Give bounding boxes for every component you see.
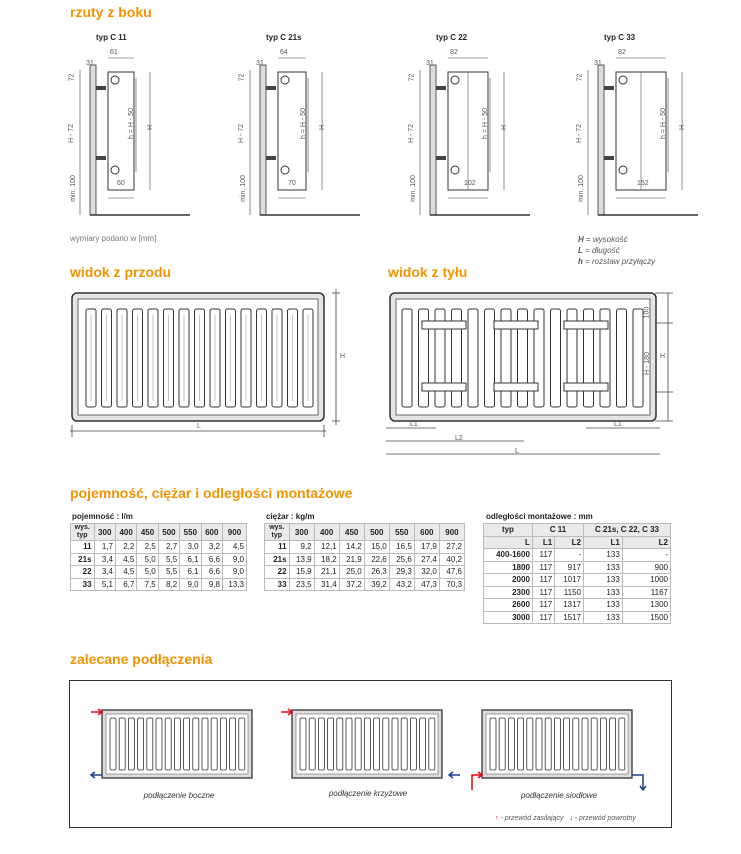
side-top-dim-0: 61 xyxy=(110,49,118,56)
mounting-cell: 117 xyxy=(532,599,554,612)
back-view-drawing xyxy=(378,285,678,460)
capacity-value-cell: 6,7 xyxy=(115,578,136,591)
mounting-bracket xyxy=(494,383,538,391)
side-hm72-3: H - 72 xyxy=(576,123,584,144)
mounting-cell: 133 xyxy=(583,574,622,587)
supply-arrow-icon: ↑ xyxy=(495,815,499,822)
front-H-label: H xyxy=(340,353,346,360)
capacity-caption: pojemność : l/m xyxy=(72,512,133,521)
capacity-value-cell: 7,5 xyxy=(137,578,158,591)
weight-row xyxy=(265,541,465,554)
weight-value-cell: 47,3 xyxy=(414,578,439,591)
mounting-cell: 133 xyxy=(583,561,622,574)
capacity-row xyxy=(71,553,247,566)
capacity-value-cell: 5,0 xyxy=(137,566,158,579)
mounting-cell: 133 xyxy=(583,611,622,624)
capacity-value-cell: 13,3 xyxy=(222,578,246,591)
mounting-cell: 1800 xyxy=(484,561,533,574)
weight-value-cell: 13,9 xyxy=(289,553,314,566)
capacity-height-header: 450 xyxy=(137,524,158,541)
capacity-value-cell: 2,2 xyxy=(115,541,136,554)
mounting-cell: 117 xyxy=(532,586,554,599)
capacity-value-cell: 4,5 xyxy=(115,553,136,566)
side-bottom-dim-1: 70 xyxy=(288,180,296,187)
capacity-value-cell: 2,5 xyxy=(137,541,158,554)
front-L-label: L xyxy=(197,423,201,430)
mounting-bracket xyxy=(422,383,466,391)
weight-height-header: 550 xyxy=(389,524,414,541)
capacity-type-cell: 22 xyxy=(71,566,95,579)
side-view-3 xyxy=(588,58,698,215)
back-fin xyxy=(633,309,643,407)
weight-type-cell: 22 xyxy=(265,566,290,579)
back-L1-left: L1 xyxy=(410,421,418,428)
mounting-cell: 1167 xyxy=(622,586,670,599)
side-type-label-3: typ C 33 xyxy=(604,33,636,42)
side-h50-3: h = H - 50 xyxy=(659,108,667,139)
weight-value-cell: 25,6 xyxy=(389,553,414,566)
side-left-dim-0: 31 xyxy=(86,60,94,67)
capacity-value-cell: 2,7 xyxy=(158,541,179,554)
mounting-cell: 117 xyxy=(532,611,554,624)
section-title-back: widok z tyłu xyxy=(388,264,468,280)
dimension-legend: H = wysokość L = długość h = rozstaw przyłączy xyxy=(578,235,656,266)
mounting-bracket xyxy=(564,383,608,391)
mounting-row xyxy=(484,611,671,624)
capacity-value-cell: 8,2 xyxy=(158,578,179,591)
back-L2-label: L2 xyxy=(455,435,463,442)
weight-value-cell: 21,1 xyxy=(314,566,339,579)
weight-value-cell: 43,2 xyxy=(389,578,414,591)
capacity-value-cell: 5,0 xyxy=(137,553,158,566)
mounting-bracket xyxy=(494,321,538,329)
capacity-value-cell: 4,5 xyxy=(115,566,136,579)
weight-value-cell: 26,3 xyxy=(364,566,389,579)
weight-value-cell: 17,9 xyxy=(414,541,439,554)
mounting-caption: odległości montażowe : mm xyxy=(486,512,593,521)
weight-value-cell: 32,0 xyxy=(414,566,439,579)
capacity-value-cell: 3,4 xyxy=(94,566,115,579)
mounting-row xyxy=(484,586,671,599)
side-72-1: 72 xyxy=(238,73,246,82)
side-left-dim-2: 31 xyxy=(426,60,434,67)
capacity-height-header: 600 xyxy=(201,524,222,541)
mounting-cell: 3000 xyxy=(484,611,533,624)
capacity-height-header: 550 xyxy=(180,524,201,541)
side-view-2 xyxy=(420,58,530,215)
capacity-value-cell: 6,6 xyxy=(201,566,222,579)
mounting-cell: 133 xyxy=(583,599,622,612)
mounting-row xyxy=(484,599,671,612)
mounting-cell: 117 xyxy=(532,574,554,587)
return-arrow-icon: ↓ xyxy=(569,815,573,822)
side-hm72-0: H - 72 xyxy=(68,123,76,144)
mounting-cell: 1500 xyxy=(622,611,670,624)
capacity-value-cell: 6,1 xyxy=(180,566,201,579)
weight-row xyxy=(265,566,465,579)
mounting-cell: 133 xyxy=(583,549,622,562)
section-title-front: widok z przodu xyxy=(70,264,172,280)
side-72-0: 72 xyxy=(68,73,76,82)
side-H-0: H xyxy=(147,124,155,131)
side-h50-0: h = H - 50 xyxy=(127,108,135,139)
side-min100-2: min. 100 xyxy=(409,175,417,202)
capacity-height-header: 500 xyxy=(158,524,179,541)
side-min100-1: min. 100 xyxy=(239,175,247,202)
section-title-tables: pojemność, ciężar i odległości montażowe xyxy=(70,485,353,501)
weight-height-header: 500 xyxy=(364,524,389,541)
front-view-drawing xyxy=(60,285,350,440)
mounting-cell: 1017 xyxy=(555,574,584,587)
capacity-value-cell: 5,5 xyxy=(158,566,179,579)
capacity-value-cell: 1,7 xyxy=(94,541,115,554)
weight-value-cell: 31,4 xyxy=(314,578,339,591)
units-note: wymiary podano w [mm] xyxy=(70,234,157,243)
weight-row xyxy=(265,553,465,566)
side-type-label-0: typ C 11 xyxy=(96,33,127,42)
back-fin xyxy=(551,309,561,407)
back-100-label: 100 xyxy=(643,306,651,319)
side-left-dim-1: 31 xyxy=(256,60,264,67)
back-L-label: L xyxy=(515,448,519,455)
mounting-cell: 400-1600 xyxy=(484,549,533,562)
back-fin xyxy=(617,309,627,407)
back-fin xyxy=(468,309,478,407)
mounting-cell: 1000 xyxy=(622,574,670,587)
weight-value-cell: 21,9 xyxy=(339,553,364,566)
weight-height-header: 300 xyxy=(289,524,314,541)
mounting-cell: 900 xyxy=(622,561,670,574)
back-fin xyxy=(402,309,412,407)
side-hm72-1: H - 72 xyxy=(238,123,246,144)
side-min100-3: min. 100 xyxy=(577,175,585,202)
capacity-row xyxy=(71,578,247,591)
side-type-label-1: typ C 21s xyxy=(266,33,302,42)
side-left-dim-3: 31 xyxy=(594,60,602,67)
side-type-label-2: typ C 22 xyxy=(436,33,468,42)
weight-value-cell: 27,4 xyxy=(414,553,439,566)
mounting-cell: 1317 xyxy=(555,599,584,612)
capacity-value-cell: 9,0 xyxy=(180,578,201,591)
capacity-row xyxy=(71,541,247,554)
weight-value-cell: 37,2 xyxy=(339,578,364,591)
weight-value-cell: 23,5 xyxy=(289,578,314,591)
capacity-height-header: 400 xyxy=(115,524,136,541)
capacity-value-cell: 9,0 xyxy=(222,553,246,566)
weight-height-header: 400 xyxy=(314,524,339,541)
back-h180-label: H - 180 xyxy=(643,352,651,375)
weight-value-cell: 27,2 xyxy=(439,541,464,554)
caption-bottom-connection: podłączenie siodłowe xyxy=(520,791,598,800)
weight-height-header: 600 xyxy=(414,524,439,541)
side-top-dim-2: 82 xyxy=(450,49,458,56)
capacity-type-cell: 21s xyxy=(71,553,95,566)
weight-height-header: 900 xyxy=(439,524,464,541)
weight-value-cell: 12,1 xyxy=(314,541,339,554)
weight-value-cell: 29,3 xyxy=(389,566,414,579)
caption-cross-connection: podłączenie krzyżowe xyxy=(328,789,408,798)
mounting-row xyxy=(484,549,671,562)
capacity-value-cell: 9,0 xyxy=(222,566,246,579)
capacity-table: wys. typ 300 400 450 500 550 600 900 11 1,7 2,2 2,5 2,7 3,0 3,2 4,5 21s 3,4 4,5 5,0 5,5 6,1 6,6 9,0 22 3,4 4,5 5,0 5,5 6,1 6,6 9,0 33 5,1 6,7 7,5 8,2 9,0 9,8 13,3 xyxy=(70,523,247,591)
capacity-value-cell: 5,5 xyxy=(158,553,179,566)
weight-value-cell: 25,0 xyxy=(339,566,364,579)
weight-value-cell: 15,0 xyxy=(364,541,389,554)
weight-value-cell: 14,2 xyxy=(339,541,364,554)
mounting-cell: 117 xyxy=(532,561,554,574)
side-bottom-dim-3: 152 xyxy=(637,180,649,187)
section-title-connect: zalecane podłączenia xyxy=(70,651,213,667)
capacity-value-cell: 4,5 xyxy=(222,541,246,554)
mounting-cell: 117 xyxy=(532,549,554,562)
back-fin xyxy=(485,309,495,407)
mounting-cell: 133 xyxy=(583,586,622,599)
side-top-dim-3: 82 xyxy=(618,49,626,56)
mounting-cell: 1150 xyxy=(555,586,584,599)
capacity-type-cell: 11 xyxy=(71,541,95,554)
weight-value-cell: 9,2 xyxy=(289,541,314,554)
weight-value-cell: 47,6 xyxy=(439,566,464,579)
weight-type-cell: 21s xyxy=(265,553,290,566)
weight-value-cell: 18,2 xyxy=(314,553,339,566)
mounting-cell: - xyxy=(555,549,584,562)
capacity-height-header: 900 xyxy=(222,524,246,541)
mounting-cell: 2600 xyxy=(484,599,533,612)
mounting-cell: 1300 xyxy=(622,599,670,612)
capacity-value-cell: 6,6 xyxy=(201,553,222,566)
weight-type-cell: 11 xyxy=(265,541,290,554)
side-bottom-dim-0: 60 xyxy=(117,180,125,187)
side-hm72-2: H - 72 xyxy=(408,123,416,144)
mounting-bracket xyxy=(564,321,608,329)
capacity-value-cell: 3,2 xyxy=(201,541,222,554)
mounting-cell: 2300 xyxy=(484,586,533,599)
mounting-cell: 917 xyxy=(555,561,584,574)
side-bottom-dim-2: 102 xyxy=(464,180,476,187)
connections-drawing xyxy=(69,680,672,828)
side-H-1: H xyxy=(319,124,327,131)
weight-value-cell: 40,2 xyxy=(439,553,464,566)
mounting-cell: 2000 xyxy=(484,574,533,587)
caption-side-connection: podłączenie boczne xyxy=(143,791,215,800)
weight-type-cell: 33 xyxy=(265,578,290,591)
back-L1-right: L1 xyxy=(614,421,622,428)
section-title-side: rzuty z boku xyxy=(70,4,152,20)
mounting-table: typ C 11 C 21s, C 22, C 33 L L1 L2 L1 L2 400-1600 117 - 133 - 1800 117 917 133 900 2000 117 1017 133 1000 2300 117 1150 133 1167 2600 117 1317 133 1300 3000 117 1517 133 1500 xyxy=(483,523,671,624)
mounting-bracket xyxy=(422,321,466,329)
side-top-dim-1: 64 xyxy=(280,49,288,56)
weight-table: wys. typ 300 400 450 500 550 600 900 11 9,2 12,1 14,2 15,0 16,5 17,9 27,2 21s 13,9 18,2 21,9 22,6 25,6 27,4 40,2 22 15,9 21,1 25,0 26,3 29,3 32,0 47,6 33 23,5 31,4 37,2 39,2 43,2 47,3 70,3 xyxy=(264,523,465,591)
side-H-2: H xyxy=(501,124,509,131)
mounting-cell: - xyxy=(622,549,670,562)
flow-legend: ↑ - przewód zasilający ↓ - przewód powrotny xyxy=(495,815,636,822)
capacity-value-cell: 6,1 xyxy=(180,553,201,566)
weight-value-cell: 39,2 xyxy=(364,578,389,591)
capacity-value-cell: 3,4 xyxy=(94,553,115,566)
weight-value-cell: 16,5 xyxy=(389,541,414,554)
side-h50-2: h = H - 50 xyxy=(481,108,489,139)
capacity-value-cell: 3,0 xyxy=(180,541,201,554)
side-view-0 xyxy=(80,58,190,215)
side-min100-0: min. 100 xyxy=(69,175,77,202)
weight-value-cell: 70,3 xyxy=(439,578,464,591)
capacity-type-cell: 33 xyxy=(71,578,95,591)
weight-caption: ciężar : kg/m xyxy=(266,512,315,521)
mounting-cell: 1517 xyxy=(555,611,584,624)
mounting-row xyxy=(484,574,671,587)
weight-height-header: 450 xyxy=(339,524,364,541)
side-h50-1: h = H - 50 xyxy=(299,108,307,139)
side-72-2: 72 xyxy=(408,73,416,82)
capacity-value-cell: 5,1 xyxy=(94,578,115,591)
mounting-row xyxy=(484,561,671,574)
capacity-value-cell: 9,8 xyxy=(201,578,222,591)
weight-row xyxy=(265,578,465,591)
weight-value-cell: 22,6 xyxy=(364,553,389,566)
back-H-label: H xyxy=(660,353,666,360)
capacity-row xyxy=(71,566,247,579)
side-72-3: 72 xyxy=(576,73,584,82)
side-H-3: H xyxy=(679,124,687,131)
weight-value-cell: 15,9 xyxy=(289,566,314,579)
capacity-height-header: 300 xyxy=(94,524,115,541)
